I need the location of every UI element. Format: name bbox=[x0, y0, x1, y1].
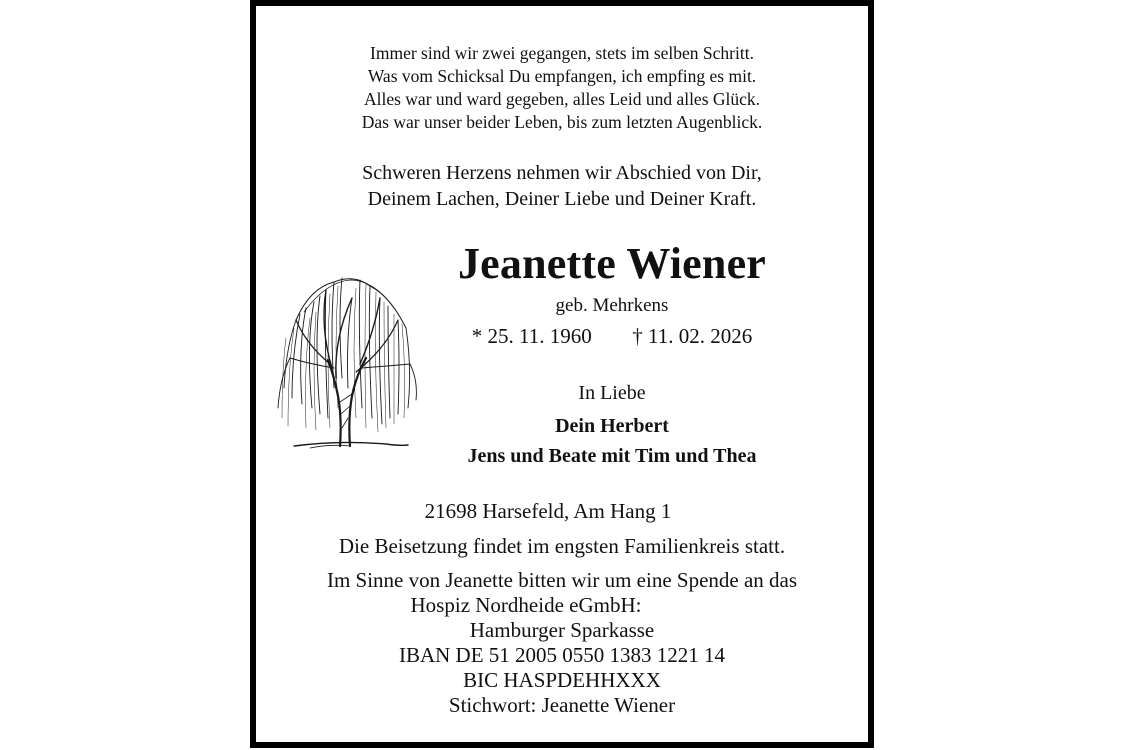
funeral-note: Die Beisetzung findet im engsten Familienkreis statt. bbox=[338, 534, 786, 558]
farewell-line-2: Deinem Lachen, Deiner Liebe und Deiner Kraft. bbox=[367, 188, 757, 210]
mourner-line-2: Jens und Beate mit Tim und Thea bbox=[467, 445, 757, 467]
poem-line-2: Was vom Schicksal Du empfangen, ich empfing es mit. bbox=[367, 66, 757, 86]
weeping-willow-icon bbox=[270, 268, 426, 454]
poem-line-4: Das war unser beider Leben, bis zum letzten Augenblick. bbox=[361, 112, 763, 132]
address: 21698 Harsefeld, Am Hang 1 bbox=[424, 499, 672, 523]
poem-line-1: Immer sind wir zwei gegangen, stets im selben Schritt. bbox=[370, 43, 754, 63]
farewell-line-1: Schweren Herzens nehmen wir Abschied von Dir, bbox=[362, 162, 762, 184]
donation-line-4: IBAN DE 51 2005 0550 1383 1221 14 bbox=[398, 643, 726, 667]
death-date: † 11. 02. 2026 bbox=[632, 324, 753, 348]
donation-line-6: Stichwort: Jeanette Wiener bbox=[448, 693, 676, 717]
deceased-name: Jeanette Wiener bbox=[457, 239, 767, 288]
donation-line-3: Hamburger Sparkasse bbox=[469, 618, 655, 642]
birth-date: * 25. 11. 1960 bbox=[471, 324, 592, 348]
birth-name: geb. Mehrkens bbox=[555, 295, 669, 316]
obituary-notice bbox=[250, 0, 874, 748]
donation-line-5: BIC HASPDEHHXXX bbox=[463, 668, 661, 692]
poem-line-3: Alles war und ward gegeben, alles Leid und alles Glück. bbox=[363, 89, 761, 109]
mourners-intro: In Liebe bbox=[578, 382, 646, 404]
donation-line-1: Im Sinne von Jeanette bitten wir um eine Spende an das bbox=[326, 568, 798, 592]
donation-line-2: Hospiz Nordheide eGmbH: bbox=[410, 593, 642, 617]
mourner-line-1: Dein Herbert bbox=[555, 415, 669, 437]
